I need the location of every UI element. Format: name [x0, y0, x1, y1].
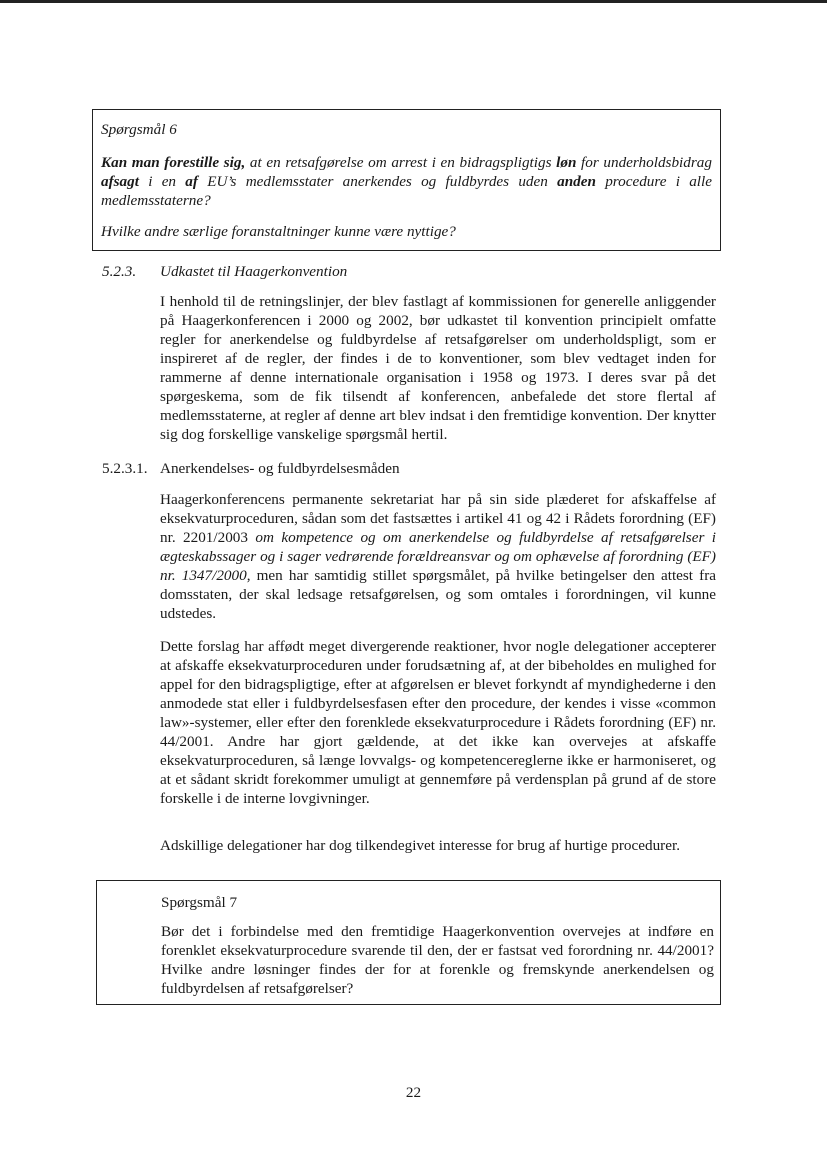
question-6-text: Kan man forestille sig, at en retsafgørelse om arrest i en bidragspligtigs løn for underholdsbidrag afsagt i en af EU’s medlemsstater anerkendes og fuldbyrdes uden anden procedure i alle medlemsstaterne?	[101, 154, 712, 209]
section-heading-5-2-3: Udkastet til Haagerkonvention	[160, 263, 348, 280]
question-7-text: Bør det i forbindelse med den fremtidige Haagerkonvention overvejes at indføre en forenklet eksekvaturprocedure svarende til den, der er fastsat ved forordning nr. 44/2001? Hvilke andre løsninger findes der for at forenkle og fremskynde anerkendelsen og fuldbyrdelsen af retsafgørelser?	[161, 923, 714, 997]
section-5-2-3-1-paragraph-3: Adskillige delegationer har dog tilkendegivet interesse for brug af hurtige procedurer.	[160, 837, 680, 854]
page-top-rule	[0, 0, 827, 3]
section-heading-5-2-3-1: Anerkendelses- og fuldbyrdelsesmåden	[160, 460, 400, 477]
question-box-7	[96, 880, 721, 1005]
question-6-title: Spørgsmål 6	[101, 121, 177, 138]
question-7-title: Spørgsmål 7	[161, 894, 238, 911]
section-number-5-2-3-1: 5.2.3.1.	[102, 460, 148, 477]
section-5-2-3-1-paragraph-1: Haagerkonferencens permanente sekretariat har på sin side plæderet for afskaffelse af eksekvaturproceduren, sådan som det fastsættes i artikel 41 og 42 i Rådets forordning (EF) nr. 2201/2003 om kompetence og om anerkendelse og fuldbyrdelse af retsafgørelser i ægteskabssager og i sager vedrørende forældreansvar og om ophævelse af forordning (EF) nr. 1347/2000, men har samtidig stillet spørgsmålet, på hvilke betingelser den attest fra domsstaten, der skal ledsage retsafgørelsen, og som omtales i forordningen, vil kunne udstedes.	[160, 491, 716, 622]
section-number-5-2-3: 5.2.3.	[102, 263, 137, 280]
section-5-2-3-1-paragraph-2: Dette forslag har affødt meget divergerende reaktioner, hvor nogle delegationer accepterer at afskaffe eksekvaturproceduren under forudsætning af, at der bibeholdes en mulighed for appel for den bidragspligtige, efter at afgørelsen er blevet forkyndt af myndighederne i den anmodede stat eller i fuldbyrdelsesfasen efter den procedure, der kendes i visse «common law»-systemer, eller efter den forenklede eksekvaturprocedure i Rådets forordning (EF) nr. 44/2001. Andre har gjort gældende, at det ikke kan overvejes at afskaffe eksekvaturproceduren, så længe lovvalgs- og kompetencereglerne ikke er harmoniseret, og at et sådant skridt forekommer umuligt at gennemføre på verdensplan på grund af de store forskelle i de interne lovgivninger.	[160, 638, 716, 807]
page-number: 22	[405, 1084, 422, 1101]
question-6-followup: Hvilke andre særlige foranstaltninger kunne være nyttige?	[101, 223, 456, 240]
question-box-6	[92, 109, 721, 251]
section-5-2-3-paragraph: I henhold til de retningslinjer, der blev fastlagt af kommissionen for generelle anliggender på Haagerkonferencen i 2000 og 2002, bør udkastet til konvention principielt omfatte regler for anerkendelse og fuldbyrdelse af retsafgørelser om underholdspligt, som er inspireret af de regler, der findes i de to konventioner, som blev vedtaget inden for rammerne af denne internationale organisation i 1958 og 1973. I deres svar på det spørgeskema, som de fik tilsendt af konferencen, anbefalede det store flertal af medlemsstaterne, at regler af denne art blev indsat i den fremtidige konvention. Der knytter sig dog forskellige vanskelige spørgsmål hertil.	[160, 293, 716, 443]
